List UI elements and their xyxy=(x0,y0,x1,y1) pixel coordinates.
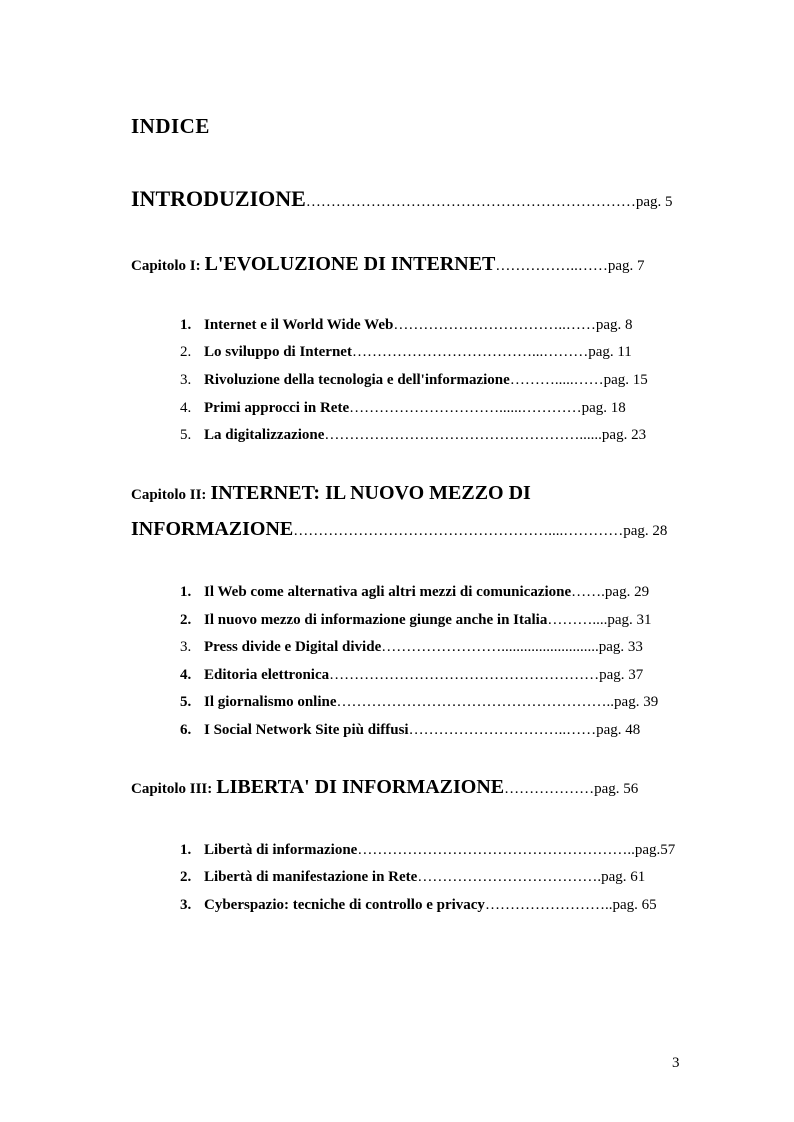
page-reference: pag. 8 xyxy=(595,317,633,333)
toc-item-2-5[interactable] xyxy=(180,692,680,712)
page-reference: pag. 33 xyxy=(598,639,643,655)
leader-dots: ………………………………...……… xyxy=(351,344,589,360)
chapter-title: INTERNET: IL NUOVO MEZZO DI xyxy=(210,482,531,504)
item-number: 2. xyxy=(180,869,192,885)
item-title: I Social Network Site più diffusi xyxy=(204,722,409,738)
item-number: 3. xyxy=(180,639,192,655)
toc-chapter-2-line2[interactable] xyxy=(131,518,680,541)
item-title: Libertà di manifestazione in Rete xyxy=(204,869,418,885)
item-number: 4. xyxy=(180,667,192,683)
item-title: Libertà di informazione xyxy=(204,842,358,858)
page-reference: pag. 39 xyxy=(614,694,659,710)
leader-dots: ……. xyxy=(571,584,605,600)
toc-introduction[interactable] xyxy=(131,186,680,212)
item-title: Press divide e Digital divide xyxy=(204,639,382,655)
toc-item-1-3[interactable] xyxy=(180,370,680,390)
leader-dots: ……………………………………………….. xyxy=(336,694,615,710)
page-reference: pag. 5 xyxy=(635,194,673,210)
page-reference: pag. 61 xyxy=(601,869,646,885)
toc-chapter-3[interactable] xyxy=(131,776,680,799)
toc-item-3-2[interactable] xyxy=(180,867,680,887)
leader-dots: ……………………………………………...... xyxy=(324,427,602,443)
leader-dots: …………………………......………… xyxy=(349,400,582,416)
item-title: Internet e il World Wide Web xyxy=(204,317,394,333)
page-reference: pag. 23 xyxy=(601,427,647,443)
leader-dots: ……………………………………………… xyxy=(329,667,600,683)
page-reference: pag. 37 xyxy=(599,667,644,683)
page-reference: pag. 56 xyxy=(594,781,639,797)
item-number: 1. xyxy=(180,842,192,858)
toc-item-2-4[interactable] xyxy=(180,665,670,685)
item-number: 5. xyxy=(180,694,192,710)
chapter-title-continued: INFORMAZIONE xyxy=(131,518,294,540)
toc-item-2-1[interactable] xyxy=(180,582,680,602)
item-title: Lo sviluppo di Internet xyxy=(204,344,352,360)
leader-dots: ……….....…… xyxy=(509,372,604,388)
item-title: Il giornalismo online xyxy=(204,694,337,710)
item-number: 4. xyxy=(180,400,192,416)
item-title: La digitalizzazione xyxy=(204,427,325,443)
item-number: 3. xyxy=(180,372,192,388)
item-number: 2. xyxy=(180,344,192,360)
page-reference: pag. 65 xyxy=(612,897,657,913)
toc-chapter-1[interactable] xyxy=(131,253,680,276)
toc-item-2-3[interactable] xyxy=(180,637,680,657)
introduction-title: INTRODUZIONE xyxy=(131,186,306,211)
page-reference: pag. 31 xyxy=(607,612,652,628)
leader-dots: ……………… xyxy=(504,781,595,797)
toc-item-2-2[interactable] xyxy=(180,610,680,630)
toc-chapter-2-line1[interactable] xyxy=(131,482,680,505)
toc-item-3-3[interactable] xyxy=(180,895,680,915)
chapter-title: L'EVOLUZIONE DI INTERNET xyxy=(204,253,496,275)
chapter-label: Capitolo II: xyxy=(131,487,207,503)
leader-dots: …………………….. xyxy=(484,897,613,913)
toc-item-2-6[interactable] xyxy=(180,720,680,740)
leader-dots: …………………….......................... xyxy=(381,639,599,655)
leader-dots: ……………..…… xyxy=(495,258,608,274)
leader-dots: ……….... xyxy=(547,612,608,628)
item-title: Cyberspazio: tecniche di controllo e privacy xyxy=(204,897,485,913)
page-reference: pag. 7 xyxy=(607,258,645,274)
item-number: 6. xyxy=(180,722,192,738)
item-title: Il Web come alternativa agli altri mezzi di comunicazione xyxy=(204,584,572,600)
page-reference: pag. 28 xyxy=(623,523,668,539)
toc-item-1-4[interactable] xyxy=(180,398,680,418)
item-number: 1. xyxy=(180,584,192,600)
chapter-title: LIBERTA' DI INFORMAZIONE xyxy=(216,776,505,798)
leader-dots: ……………………………..…… xyxy=(393,317,596,333)
item-number: 1. xyxy=(180,317,192,333)
leader-dots: …………………………..…… xyxy=(408,722,597,738)
page-reference: pag. 11 xyxy=(588,344,632,360)
leader-dots: ………………………………. xyxy=(417,869,602,885)
leader-dots: ……………………………………………….. xyxy=(357,842,635,858)
leader-dots: ……………………………………………....………… xyxy=(293,523,624,539)
toc-item-1-5[interactable] xyxy=(180,425,680,445)
index-title: INDICE xyxy=(131,114,210,138)
item-number: 3. xyxy=(180,897,192,913)
toc-item-1-2[interactable] xyxy=(180,342,680,362)
page-number: 3 xyxy=(672,1055,680,1071)
item-title: Editoria elettronica xyxy=(204,667,330,683)
chapter-label: Capitolo I: xyxy=(131,258,201,274)
toc-item-1-1[interactable] xyxy=(180,315,680,335)
item-title: Il nuovo mezzo di informazione giunge anche in Italia xyxy=(204,612,548,628)
page-reference: pag. 15 xyxy=(603,372,648,388)
item-number: 2. xyxy=(180,612,192,628)
item-number: 5. xyxy=(180,427,192,443)
page-reference: pag. 18 xyxy=(581,400,626,416)
page-reference: pag. 48 xyxy=(596,722,641,738)
chapter-label: Capitolo III: xyxy=(131,781,213,797)
item-title: Primi approcci in Rete xyxy=(204,400,350,416)
item-title: Rivoluzione della tecnologia e dell'informazione xyxy=(204,372,510,388)
toc-item-3-1[interactable] xyxy=(180,840,680,860)
page-reference: pag. 29 xyxy=(604,584,650,600)
page-reference: pag.57 xyxy=(634,842,676,858)
leader-dots: ………………………………………………………… xyxy=(305,194,636,210)
